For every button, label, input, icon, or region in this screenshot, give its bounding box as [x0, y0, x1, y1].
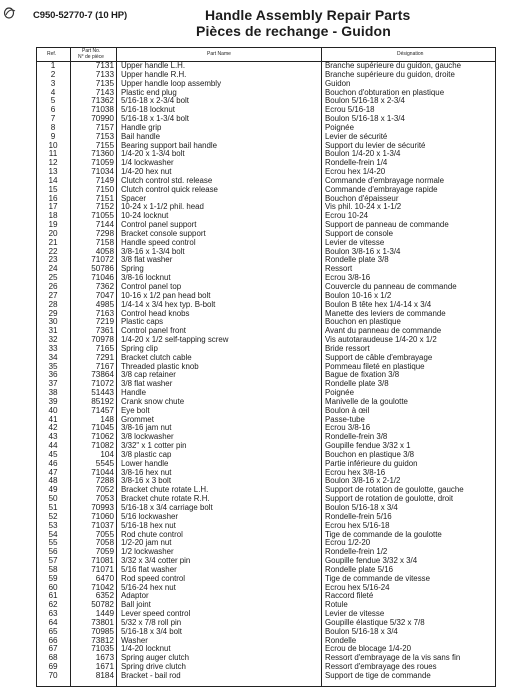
part-number-cell: 7058 [95, 538, 114, 548]
part-name-cell: Handle [121, 389, 147, 398]
part-number-cell: 71037 [91, 520, 114, 530]
part-name-cell: Plastic caps [121, 318, 164, 327]
ref-cell: 62 [48, 600, 58, 610]
header-designation: Désignation [397, 51, 424, 57]
ref-cell: 67 [48, 644, 58, 654]
part-name-cell: Upper handle loop assembly [121, 79, 222, 88]
part-number-cell: 71059 [91, 158, 114, 168]
ref-cell: 26 [48, 282, 58, 291]
part-number-cell: 70990 [91, 114, 114, 124]
designation-cell: Raccord fileté [325, 592, 374, 601]
part-name-cell: Upper handle R.H. [121, 70, 187, 79]
ref-cell: 10 [48, 140, 58, 150]
part-name-cell: 3/8-16 x 3 bolt [121, 477, 172, 486]
ref-cell: 65 [48, 626, 58, 636]
ref-cell: 64 [48, 617, 58, 627]
part-name-cell: Grommet [121, 415, 154, 424]
designation-cell: Tige de commande de la goulotte [325, 530, 442, 539]
designation-cell: Poignée [325, 389, 354, 398]
designation-cell: Écrou 10-24 [325, 212, 368, 221]
part-name-cell: Control panel support [121, 221, 197, 230]
ref-cell: 41 [48, 414, 58, 424]
part-number-cell: 1671 [95, 662, 114, 672]
designation-cell: Ressort d'embrayage des roues [325, 663, 437, 672]
ref-cell: 49 [48, 485, 58, 495]
part-name-cell: Control panel front [121, 327, 186, 336]
designation-cell: Ressort [325, 265, 353, 274]
part-number-cell: 1673 [95, 653, 114, 663]
part-number-cell: 7052 [95, 485, 114, 495]
designation-cell: Goupille fendue 3/32 x 3/4 [325, 557, 418, 566]
part-name-cell: Bracket chute rotate L.H. [121, 486, 209, 495]
designation-cell: Boulon 5/16-18 x 3/4 [325, 504, 398, 512]
designation-cell: Commande d'embrayage normale [325, 176, 445, 185]
designation-cell: Rondelle-frein 1/2 [325, 548, 388, 557]
designation-cell: Tige de commande de vitesse [325, 574, 430, 583]
part-number-cell: 71046 [91, 273, 114, 283]
part-name-cell: Handle grip [121, 123, 162, 132]
part-number-cell: 7288 [95, 476, 114, 486]
part-name-cell: Ball joint [121, 601, 151, 610]
designation-cell: Levier de sécurité [325, 132, 388, 141]
part-number-cell: 71034 [91, 167, 114, 177]
page-title-english: Handle Assembly Repair Parts [205, 7, 411, 23]
designation-cell: Boulon à œil [325, 406, 370, 415]
part-name-cell: 5/16-18 hex nut [121, 521, 176, 530]
designation-cell: Écrou 5/16-18 [325, 106, 375, 115]
ref-cell: 27 [48, 290, 58, 300]
part-name-cell: Spring drive clutch [121, 663, 186, 672]
part-name-cell: Spring auger clutch [121, 654, 189, 663]
part-name-cell: 3/8-16 locknut [121, 274, 171, 283]
part-name-cell: 3/8 flat washer [121, 380, 173, 389]
designation-cell: Écrou hex 5/16-24 [325, 583, 390, 592]
ref-cell: 5 [50, 96, 56, 106]
part-number-cell: 7291 [95, 352, 114, 362]
part-number-cell: 70993 [91, 503, 114, 512]
ref-cell: 68 [48, 653, 58, 663]
ref-cell: 60 [48, 582, 58, 592]
designation-cell: Support de console [325, 229, 393, 238]
part-name-cell: 3/32" x 1 cotter pin [121, 442, 187, 451]
designation-cell: Boulon 5/16-18 x 2-3/4 [325, 97, 405, 106]
header-part-name: Part Name [207, 51, 231, 57]
part-name-cell: 1/4-20 hex nut [121, 168, 172, 177]
part-number-cell: 71060 [91, 511, 114, 521]
designation-cell: Vis autotaraudeuse 1/4-20 x 1/2 [325, 336, 437, 345]
ref-cell: 55 [48, 538, 58, 548]
part-name-cell: Bracket chute rotate R.H. [121, 495, 210, 504]
part-name-cell: 5/16 flat washer [121, 565, 177, 574]
designation-cell: Support de panneau de commande [325, 221, 449, 230]
part-name-cell: Spacer [121, 194, 147, 203]
designation-cell: Pommeau fileté en plastique [325, 362, 425, 371]
part-name-cell: 5/32 x 7/8 roll pin [121, 618, 182, 627]
part-name-cell: 1/4-20 x 1/2 self-tapping screw [121, 336, 229, 345]
part-name-cell: 5/16-18 x 2-3/4 bolt [121, 97, 189, 106]
ref-cell: 9 [50, 131, 56, 141]
ref-cell: 36 [48, 370, 58, 380]
part-name-cell: 3/32 x 3/4 cotter pin [121, 557, 191, 566]
designation-cell: Bouchon d'épaisseur [325, 194, 399, 203]
part-number-cell: 71055 [91, 211, 114, 221]
designation-cell: Rondelle-frein 1/4 [325, 159, 388, 168]
ref-cell: 14 [48, 175, 58, 185]
part-name-cell: 10-24 x 1-1/2 phil. head [121, 203, 204, 212]
part-number-cell: 71360 [91, 149, 114, 159]
part-number-cell: 7150 [95, 184, 114, 194]
ref-cell: 43 [48, 432, 58, 442]
part-number-cell: 71081 [91, 556, 114, 566]
designation-cell: Écrou 3/8-16 [325, 424, 371, 433]
ref-cell: 56 [48, 547, 58, 557]
designation-cell: Boulon 5/16-18 x 1-3/4 [325, 115, 405, 124]
ref-cell: 28 [48, 299, 58, 309]
ref-cell: 38 [48, 388, 58, 398]
designation-cell: Commande d'embrayage rapide [325, 185, 438, 194]
ref-cell: 12 [48, 158, 58, 168]
designation-cell: Boulon B tête hex 1/4-14 x 3/4 [325, 300, 432, 309]
part-number-cell: 7151 [95, 193, 114, 203]
designation-cell: Bouchon en plastique 3/8 [325, 450, 415, 459]
designation-cell: Vis phil. 10-24 x 1-1/2 [325, 203, 402, 212]
part-number-cell: 7157 [95, 122, 114, 132]
part-name-cell: Control head knobs [121, 309, 190, 318]
header-ref: Ref. [47, 51, 57, 57]
designation-cell: Boulon 3/8-16 x 2-1/2 [325, 477, 401, 486]
ref-cell: 7 [50, 114, 56, 124]
part-number-cell: 6470 [95, 573, 114, 583]
part-name-cell: 3/8-16 hex nut [121, 468, 172, 477]
part-number-cell: 7163 [95, 308, 114, 318]
part-name-cell: Bracket clutch cable [121, 353, 192, 362]
designation-cell: Passe-tube [325, 415, 365, 424]
ref-cell: 24 [48, 264, 58, 274]
part-number-cell: 7133 [95, 69, 114, 79]
designation-cell: Rondelle plate 3/8 [325, 380, 389, 389]
brand-logo-icon [3, 7, 17, 19]
designation-cell: Bouchon en plastique [325, 318, 401, 327]
part-name-cell: 3/8 cap retainer [121, 371, 176, 380]
part-name-cell: Threaded plastic knob [121, 362, 199, 371]
designation-cell: Écrou hex 3/8-16 [325, 468, 386, 477]
part-number-cell: 4058 [95, 246, 114, 256]
part-name-cell: Bracket - bail rod [121, 671, 181, 680]
ref-cell: 17 [48, 202, 58, 212]
part-name-cell: 3/8-16 x 1-3/4 bolt [121, 247, 185, 256]
ref-cell: 32 [48, 335, 58, 345]
part-number-cell: 71035 [91, 644, 114, 654]
designation-cell: Poignée [325, 123, 354, 132]
part-name-cell: Spring clip [121, 344, 158, 353]
part-name-cell: 10-16 x 1/2 pan head bolt [121, 291, 211, 300]
ref-cell: 70 [48, 670, 58, 680]
ref-cell: 51 [48, 503, 58, 512]
ref-cell: 18 [48, 211, 58, 221]
ref-cell: 19 [48, 220, 58, 230]
ref-cell: 69 [48, 662, 58, 672]
part-number-cell: 7059 [95, 547, 114, 557]
designation-cell: Avant du panneau de commande [325, 327, 442, 336]
page-title-french: Pièces de rechange - Guidon [196, 23, 391, 39]
part-number-cell: 7143 [95, 87, 114, 97]
part-name-cell: Bracket console support [121, 229, 206, 238]
ref-cell: 39 [48, 396, 58, 406]
part-name-cell: 5/16-18 locknut [121, 106, 175, 115]
ref-cell: 3 [50, 78, 56, 88]
designation-cell: Manette des leviers de commande [325, 309, 446, 318]
designation-cell: Écrou hex 1/4-20 [325, 168, 386, 177]
part-name-cell: Crank snow chute [121, 397, 185, 406]
part-number-cell: 71062 [91, 432, 114, 442]
ref-cell: 37 [48, 379, 58, 389]
part-number-cell: 73812 [91, 635, 114, 645]
ref-cell: 42 [48, 423, 58, 433]
designation-cell: Support de rotation de goulotte, droit [325, 495, 454, 504]
part-name-cell: Upper handle L.H. [121, 62, 186, 70]
designation-cell: Ressort d'embrayage de la vis sans fin [325, 654, 461, 663]
ref-cell: 1 [50, 61, 56, 70]
part-number-cell: 71072 [91, 379, 114, 389]
part-number-cell: 8184 [95, 670, 114, 680]
header-part-no-fr: N° de pièce [78, 53, 104, 60]
part-name-cell: 1/2 lockwasher [121, 548, 174, 557]
ref-cell: 40 [48, 405, 58, 415]
part-number-cell: 7158 [95, 237, 114, 247]
part-number-cell: 7361 [95, 326, 114, 336]
designation-cell: Rondelle-frein 5/16 [325, 512, 392, 521]
part-name-cell: Bearing support bail handle [121, 141, 218, 150]
part-number-cell: 7055 [95, 529, 114, 539]
ref-cell: 58 [48, 564, 58, 574]
part-number-cell: 50786 [91, 264, 114, 274]
ref-cell: 23 [48, 255, 58, 265]
part-name-cell: Eye bolt [121, 406, 150, 415]
designation-cell: Écrou 1/2-20 [325, 539, 371, 548]
part-name-cell: 1/4-14 x 3/4 hex typ. B-bolt [121, 300, 216, 309]
ref-cell: 13 [48, 167, 58, 177]
designation-cell: Écrou 3/8-16 [325, 274, 371, 283]
designation-cell: Support de tige de commande [325, 671, 431, 680]
part-name-cell: Spring [121, 265, 144, 274]
ref-cell: 29 [48, 308, 58, 318]
designation-cell: Support de rotation de goulotte, gauche [325, 486, 464, 495]
ref-cell: 52 [48, 511, 58, 521]
part-number-cell: 7152 [95, 202, 114, 212]
part-number-cell: 50782 [91, 600, 114, 610]
part-number-cell: 1449 [95, 609, 114, 619]
designation-cell: Rondelle-frein 3/8 [325, 433, 388, 442]
part-name-cell: 3/8 plastic cap [121, 450, 172, 459]
part-name-cell: Rod speed control [121, 574, 186, 583]
part-number-cell: 71044 [91, 467, 114, 477]
part-number-cell: 7053 [95, 494, 114, 504]
designation-cell: Rotule [325, 601, 348, 610]
table-row [37, 672, 495, 681]
designation-cell: Boulon 1/4-20 x 1-3/4 [325, 150, 401, 159]
part-name-cell: Adaptor [121, 592, 149, 601]
part-name-cell: 10-24 locknut [121, 212, 169, 221]
ref-cell: 21 [48, 237, 58, 247]
designation-cell: Couvercle du panneau de commande [325, 283, 457, 291]
part-number-cell: 7165 [95, 343, 114, 353]
designation-cell: Boulon 3/8-16 x 1-3/4 [325, 247, 401, 256]
part-number-cell: 7135 [95, 78, 114, 88]
designation-cell: Bouchon d'obturation en plastique [325, 88, 445, 97]
ref-cell: 11 [48, 149, 58, 159]
part-name-cell: 3/8-16 jam nut [121, 424, 172, 433]
part-name-cell: 5/16-18 x 1-3/4 bolt [121, 115, 189, 124]
designation-cell: Écrou de blocage 1/4-20 [325, 645, 411, 654]
designation-cell: Rondelle plate 5/16 [325, 565, 393, 574]
designation-cell: Écrou hex 5/16-18 [325, 521, 390, 530]
part-number-cell: 7219 [95, 317, 114, 327]
designation-cell: Branche supérieure du guidon, gauche [325, 62, 461, 70]
part-number-cell: 71042 [91, 582, 114, 592]
part-number-cell: 7153 [95, 131, 114, 141]
designation-cell: Guidon [325, 79, 351, 88]
part-name-cell: Lower handle [121, 459, 169, 468]
ref-cell: 47 [48, 467, 58, 477]
part-name-cell: Clutch control quick release [121, 185, 218, 194]
ref-cell: 54 [48, 529, 58, 539]
part-number-cell: 104 [100, 449, 114, 459]
ref-cell: 63 [48, 609, 58, 619]
ref-cell: 53 [48, 520, 58, 530]
part-name-cell: Bail handle [121, 132, 161, 141]
part-name-cell: 1/2-20 jam nut [121, 539, 172, 548]
part-name-cell: Lever speed control [121, 610, 191, 619]
part-number-cell: 5545 [95, 458, 114, 468]
designation-cell: Manivelle de la goulotte [325, 397, 408, 406]
designation-cell: Rondelle plate 3/8 [325, 256, 389, 265]
ref-cell: 25 [48, 273, 58, 283]
ref-cell: 22 [48, 246, 58, 256]
part-name-cell: 1/4-20 x 1-3/4 bolt [121, 150, 185, 159]
designation-cell: Bride ressort [325, 344, 370, 353]
part-number-cell: 71071 [91, 564, 114, 574]
ref-cell: 30 [48, 317, 58, 327]
ref-cell: 4 [50, 87, 56, 97]
part-number-cell: 7167 [95, 361, 114, 371]
part-name-cell: 5/16 lockwasher [121, 512, 179, 521]
part-name-cell: Plastic end plug [121, 88, 177, 97]
designation-cell: Support de câble d'embrayage [325, 353, 433, 362]
ref-cell: 34 [48, 352, 58, 362]
ref-cell: 6 [50, 105, 56, 115]
table-header [37, 48, 495, 62]
part-number-cell: 6352 [95, 591, 114, 601]
model-number: C950-52770-7 (10 HP) [33, 10, 128, 21]
ref-cell: 48 [48, 476, 58, 486]
part-number-cell: 85192 [91, 396, 114, 406]
designation-cell: Goupille fendue 3/32 x 1 [325, 442, 411, 451]
part-name-cell: Control panel top [121, 283, 182, 291]
ref-cell: 50 [48, 494, 58, 504]
part-name-cell: 5/16-18 x 3/4 carriage bolt [121, 504, 213, 512]
part-name-cell: 5/16-24 hex nut [121, 583, 176, 592]
part-number-cell: 71457 [91, 405, 114, 415]
part-number-cell: 71038 [91, 105, 114, 115]
ref-cell: 20 [48, 228, 58, 238]
part-name-cell: Handle speed control [121, 238, 196, 247]
designation-cell: Rondelle [325, 636, 357, 645]
part-number-cell: 7149 [95, 175, 114, 185]
ref-cell: 31 [48, 326, 58, 336]
designation-cell: Boulon 10-16 x 1/2 [325, 291, 392, 300]
ref-cell: 15 [48, 184, 58, 194]
part-number-cell: 148 [100, 414, 114, 424]
ref-cell: 45 [48, 449, 58, 459]
ref-cell: 61 [48, 591, 58, 601]
designation-cell: Goupille élastique 5/32 x 7/8 [325, 618, 425, 627]
ref-cell: 59 [48, 573, 58, 583]
part-name-cell: Rod chute control [121, 530, 183, 539]
ref-cell: 8 [50, 122, 56, 132]
ref-cell: 2 [50, 69, 56, 79]
designation-cell: Branche supérieure du guidon, droite [325, 70, 455, 79]
part-name-cell: 3/8 flat washer [121, 256, 173, 265]
ref-cell: 44 [48, 441, 58, 451]
part-number-cell: 71362 [91, 96, 114, 106]
part-number-cell: 7298 [95, 228, 114, 238]
part-number-cell: 71082 [91, 441, 114, 451]
part-name-cell: 1/4 lockwasher [121, 159, 174, 168]
part-number-cell: 73801 [91, 617, 114, 627]
ref-cell: 35 [48, 361, 58, 371]
part-number-cell: 70985 [91, 626, 114, 636]
header-part-no-en: Part No. [82, 48, 101, 54]
designation-cell: Levier de vitesse [325, 238, 385, 247]
part-name-cell: 5/16-18 x 3/4 bolt [121, 627, 182, 636]
part-number-cell: 7155 [95, 140, 114, 150]
part-number-cell: 7362 [95, 282, 114, 291]
designation-cell: Bague de fixation 3/8 [325, 371, 400, 380]
part-name-cell: 3/8 lockwasher [121, 433, 174, 442]
part-name-cell: Clutch control std. release [121, 176, 213, 185]
ref-cell: 46 [48, 458, 58, 468]
parts-table [36, 47, 496, 687]
ref-cell: 33 [48, 343, 58, 353]
part-number-cell: 4985 [95, 299, 114, 309]
designation-cell: Partie inférieure du guidon [325, 459, 418, 468]
part-number-cell: 70978 [91, 335, 114, 345]
part-number-cell: 7144 [95, 220, 114, 230]
designation-cell: Levier de vitesse [325, 610, 385, 619]
ref-cell: 57 [48, 556, 58, 566]
part-number-cell: 7047 [95, 290, 114, 300]
ref-cell: 16 [48, 193, 58, 203]
part-number-cell: 71072 [91, 255, 114, 265]
designation-cell: Boulon 5/16-18 x 3/4 [325, 627, 398, 636]
part-number-cell: 51443 [91, 388, 114, 398]
part-number-cell: 7131 [95, 61, 114, 70]
part-number-cell: 71045 [91, 423, 114, 433]
designation-cell: Support du levier de sécurité [325, 141, 426, 150]
part-number-cell: 73864 [91, 370, 114, 380]
ref-cell: 66 [48, 635, 58, 645]
part-name-cell: Washer [121, 636, 148, 645]
part-name-cell: 1/4-20 locknut [121, 645, 171, 654]
